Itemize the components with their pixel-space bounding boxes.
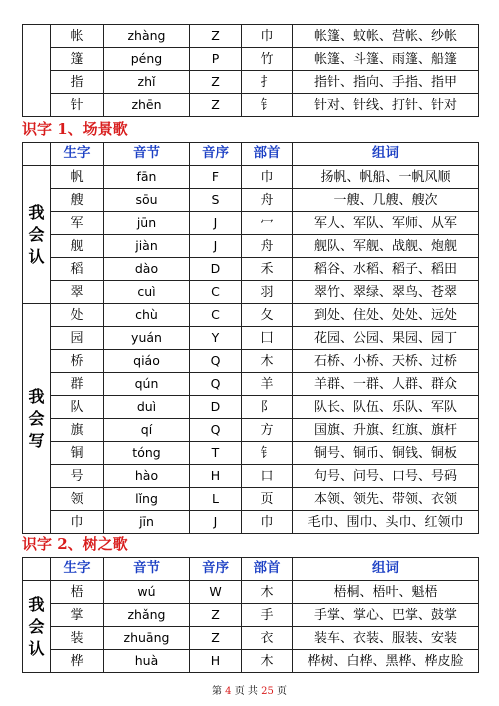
pinyin-cell: péng: [104, 48, 190, 71]
char-cell: 桥: [51, 350, 104, 373]
order-cell: Z: [190, 25, 242, 48]
char-cell: 艘: [51, 189, 104, 212]
char-cell: 篷: [51, 48, 104, 71]
footer-suffix: 页: [277, 686, 288, 697]
pinyin-cell: jūn: [104, 212, 190, 235]
char-cell: 旗: [51, 419, 104, 442]
radical-cell: 钅: [242, 442, 293, 465]
table-header-row: [23, 143, 479, 166]
order-cell: S: [190, 189, 242, 212]
table-row: [23, 25, 479, 48]
words-cell: 稻谷、水稻、稻子、稻田: [293, 258, 479, 281]
page-footer: [0, 682, 499, 697]
char-cell: 铜: [51, 442, 104, 465]
radical-cell: 羽: [242, 281, 293, 304]
group-label-char: 我: [28, 386, 45, 406]
pinyin-cell: zhēn: [104, 94, 190, 117]
radical-cell: 舟: [242, 235, 293, 258]
group-label-char: 认: [28, 246, 45, 266]
table-row: [23, 48, 479, 71]
table-row: [23, 373, 479, 396]
table-row: [23, 235, 479, 258]
radical-cell: 手: [242, 604, 293, 627]
pinyin-cell: zhàng: [104, 25, 190, 48]
pinyin-cell: jīn: [104, 511, 190, 534]
radical-cell: 巾: [242, 166, 293, 189]
order-cell: D: [190, 396, 242, 419]
changjingge-table: [22, 142, 479, 534]
header-pinyin: 音节: [104, 143, 190, 166]
char-cell: 针: [51, 94, 104, 117]
pinyin-cell: zhuāng: [104, 627, 190, 650]
words-cell: 羊群、一群、人群、群众: [293, 373, 479, 396]
pinyin-cell: wú: [104, 581, 190, 604]
words-cell: 指针、指向、手指、指甲: [293, 71, 479, 94]
table-row: [23, 442, 479, 465]
radical-cell: 舟: [242, 189, 293, 212]
words-cell: 军人、军队、军师、从军: [293, 212, 479, 235]
table-row: [23, 212, 479, 235]
words-cell: 一艘、几艘、艘次: [293, 189, 479, 212]
char-cell: 掌: [51, 604, 104, 627]
words-cell: 装车、衣装、服装、安装: [293, 627, 479, 650]
header-order: 音序: [190, 143, 242, 166]
words-cell: 队长、队伍、乐队、军队: [293, 396, 479, 419]
pinyin-cell: cuì: [104, 281, 190, 304]
words-cell: 帐篷、斗篷、雨篷、船篷: [293, 48, 479, 71]
table-row: [23, 650, 479, 673]
group-label-char: 我: [28, 594, 45, 614]
radical-cell: 巾: [242, 511, 293, 534]
order-cell: D: [190, 258, 242, 281]
order-cell: Z: [190, 94, 242, 117]
group-label: [23, 166, 51, 304]
pinyin-cell: chù: [104, 304, 190, 327]
char-cell: 领: [51, 488, 104, 511]
shuzhige-table: [22, 557, 479, 673]
pinyin-cell: fān: [104, 166, 190, 189]
words-cell: 桦树、白桦、黑桦、桦皮脸: [293, 650, 479, 673]
table-row: [23, 94, 479, 117]
char-cell: 翠: [51, 281, 104, 304]
char-cell: 处: [51, 304, 104, 327]
table-row: [23, 71, 479, 94]
header-radical: 部首: [242, 558, 293, 581]
footer-total-pages: 25: [261, 686, 274, 697]
radical-cell: 木: [242, 350, 293, 373]
group-label-char: 写: [28, 430, 45, 450]
words-cell: 翠竹、翠绿、翠鸟、苍翠: [293, 281, 479, 304]
footer-page-number: 4: [225, 686, 232, 697]
order-cell: W: [190, 581, 242, 604]
table-row: [23, 258, 479, 281]
order-cell: Z: [190, 604, 242, 627]
order-cell: J: [190, 212, 242, 235]
header-char: 生字: [51, 143, 104, 166]
table-row: [23, 166, 479, 189]
group-label-char: 会: [28, 224, 45, 244]
table-row: [23, 327, 479, 350]
pinyin-cell: lǐng: [104, 488, 190, 511]
order-cell: F: [190, 166, 242, 189]
words-cell: 到处、住处、处处、远处: [293, 304, 479, 327]
words-cell: 针对、针线、打针、针对: [293, 94, 479, 117]
table-row: [23, 281, 479, 304]
words-cell: 扬帆、帆船、一帆风顺: [293, 166, 479, 189]
section-title-changjingge: 识字 1、场景歌: [22, 120, 128, 138]
header-char: 生字: [51, 558, 104, 581]
group-label-char: 我: [28, 202, 45, 222]
order-cell: P: [190, 48, 242, 71]
order-cell: C: [190, 281, 242, 304]
order-cell: H: [190, 650, 242, 673]
order-cell: L: [190, 488, 242, 511]
char-cell: 指: [51, 71, 104, 94]
order-cell: Q: [190, 373, 242, 396]
char-cell: 舰: [51, 235, 104, 258]
table-row: [23, 627, 479, 650]
table-row: [23, 465, 479, 488]
radical-cell: 冖: [242, 212, 293, 235]
pinyin-cell: huà: [104, 650, 190, 673]
radical-cell: 禾: [242, 258, 293, 281]
radical-cell: 衣: [242, 627, 293, 650]
section-title-shuzhige: 识字 2、树之歌: [22, 535, 128, 553]
table-row: [23, 189, 479, 212]
radical-cell: 阝: [242, 396, 293, 419]
words-cell: 铜号、铜币、铜钱、铜板: [293, 442, 479, 465]
group-label-char: 会: [28, 616, 45, 636]
char-cell: 梧: [51, 581, 104, 604]
header-order: 音序: [190, 558, 242, 581]
top-table: [22, 24, 479, 117]
table-row: [23, 581, 479, 604]
table-row: [23, 419, 479, 442]
table-header-row: [23, 558, 479, 581]
order-cell: Y: [190, 327, 242, 350]
pinyin-cell: zhǎng: [104, 604, 190, 627]
order-cell: Q: [190, 350, 242, 373]
words-cell: 手掌、掌心、巴掌、鼓掌: [293, 604, 479, 627]
char-cell: 帐: [51, 25, 104, 48]
pinyin-cell: qún: [104, 373, 190, 396]
order-cell: Z: [190, 627, 242, 650]
words-cell: 石桥、小桥、天桥、过桥: [293, 350, 479, 373]
order-cell: Q: [190, 419, 242, 442]
words-cell: 帐篷、蚊帐、营帐、纱帐: [293, 25, 479, 48]
pinyin-cell: tóng: [104, 442, 190, 465]
pinyin-cell: qí: [104, 419, 190, 442]
header-pinyin: 音节: [104, 558, 190, 581]
radical-cell: 方: [242, 419, 293, 442]
radical-cell: 羊: [242, 373, 293, 396]
header-words: 组词: [293, 558, 479, 581]
pinyin-cell: jiàn: [104, 235, 190, 258]
char-cell: 帆: [51, 166, 104, 189]
words-cell: 舰队、军舰、战舰、炮舰: [293, 235, 479, 258]
char-cell: 装: [51, 627, 104, 650]
char-cell: 号: [51, 465, 104, 488]
char-cell: 群: [51, 373, 104, 396]
pinyin-cell: yuán: [104, 327, 190, 350]
table-row: [23, 396, 479, 419]
order-cell: T: [190, 442, 242, 465]
char-cell: 巾: [51, 511, 104, 534]
radical-cell: 竹: [242, 48, 293, 71]
words-cell: 花园、公园、果园、园丁: [293, 327, 479, 350]
words-cell: 本领、领先、带领、衣领: [293, 488, 479, 511]
words-cell: 句号、问号、口号、号码: [293, 465, 479, 488]
table-row: [23, 350, 479, 373]
header-blank-cell: [23, 558, 51, 581]
pinyin-cell: hào: [104, 465, 190, 488]
words-cell: 国旗、升旗、红旗、旗杆: [293, 419, 479, 442]
radical-cell: 口: [242, 465, 293, 488]
header-blank-cell: [23, 143, 51, 166]
table-row: [23, 604, 479, 627]
order-cell: J: [190, 235, 242, 258]
char-cell: 桦: [51, 650, 104, 673]
pinyin-cell: qiáo: [104, 350, 190, 373]
radical-cell: 扌: [242, 71, 293, 94]
radical-cell: 钅: [242, 94, 293, 117]
order-cell: J: [190, 511, 242, 534]
group-label: [23, 581, 51, 673]
char-cell: 园: [51, 327, 104, 350]
pinyin-cell: zhǐ: [104, 71, 190, 94]
words-cell: 梧桐、梧叶、魁梧: [293, 581, 479, 604]
header-radical: 部首: [242, 143, 293, 166]
radical-cell: 巾: [242, 25, 293, 48]
group-label-char: 会: [28, 408, 45, 428]
radical-cell: 夂: [242, 304, 293, 327]
radical-cell: 木: [242, 650, 293, 673]
header-words: 组词: [293, 143, 479, 166]
group-label: [23, 304, 51, 534]
char-cell: 队: [51, 396, 104, 419]
char-cell: 军: [51, 212, 104, 235]
order-cell: Z: [190, 71, 242, 94]
group-label-char: 认: [28, 638, 45, 658]
pinyin-cell: duì: [104, 396, 190, 419]
table-row: [23, 488, 479, 511]
table-row: [23, 304, 479, 327]
words-cell: 毛巾、围巾、头巾、红领巾: [293, 511, 479, 534]
radical-cell: 页: [242, 488, 293, 511]
footer-mid: 页 共: [234, 686, 258, 697]
pinyin-cell: sōu: [104, 189, 190, 212]
order-cell: H: [190, 465, 242, 488]
pinyin-cell: dào: [104, 258, 190, 281]
order-cell: C: [190, 304, 242, 327]
table-row: [23, 511, 479, 534]
radical-cell: 木: [242, 581, 293, 604]
group-blank-cell: [23, 25, 51, 117]
footer-prefix: 第: [211, 686, 222, 697]
char-cell: 稻: [51, 258, 104, 281]
radical-cell: 囗: [242, 327, 293, 350]
